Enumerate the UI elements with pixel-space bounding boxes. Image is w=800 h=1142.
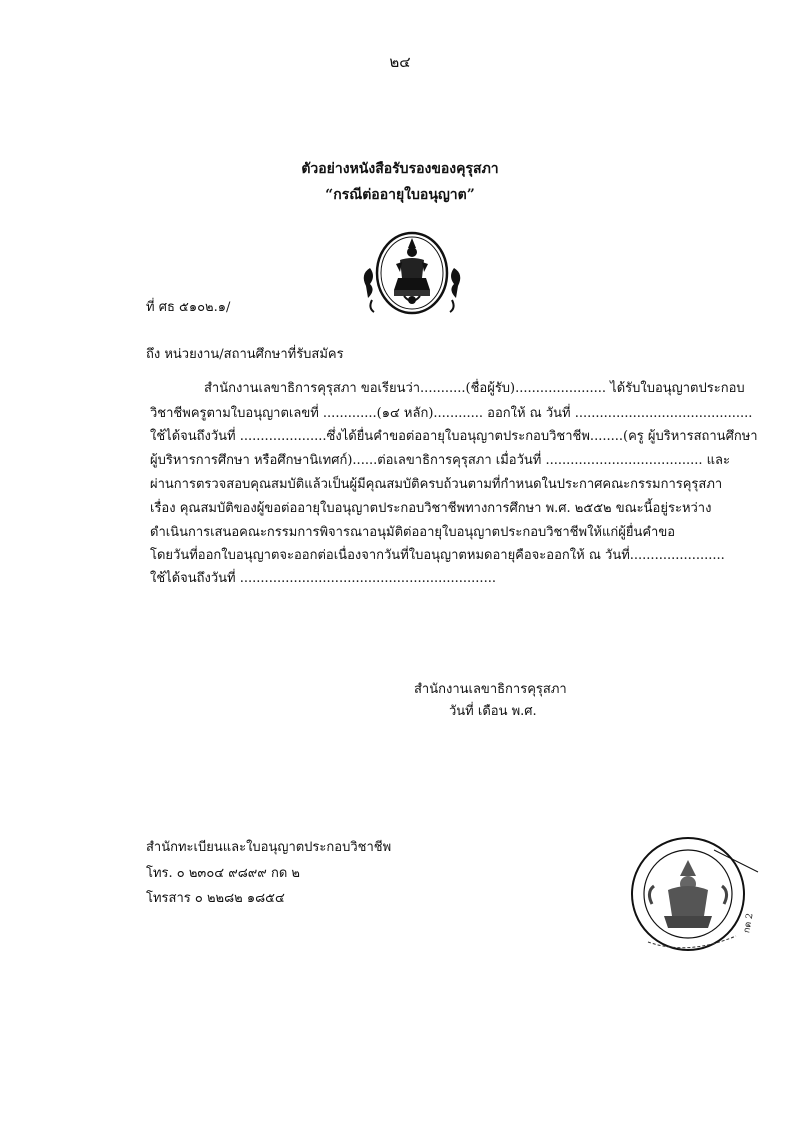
stamp-label: กด 2 (742, 912, 756, 934)
footer-department: สำนักทะเบียนและใบอนุญาตประกอบวิชาชีพ (146, 840, 392, 855)
body-line-2: วิชาชีพครูตามใบอนุญาตเลขที่ .............(๑๔ หลัก)............ ออกให้ ณ วันที่ ........................................... (150, 406, 753, 421)
addressee: ถึง หน่วยงาน/สถานศึกษาที่รับสมัคร (146, 347, 344, 362)
page-number: ๒๔ (389, 53, 411, 71)
office-stamp (618, 832, 762, 960)
signature-date: วันที่ เดือน พ.ศ. (449, 704, 537, 719)
body-line-3: ใช้ได้จนถึงวันที่ .....................ซึ่งได้ยื่นคำขอต่ออายุใบอนุญาตประกอบวิชาชีพ........(ครู ผู้บริหารสถานศึกษา (150, 429, 758, 444)
footer-phone: โทร. ๐ ๒๓๐๔ ๙๘๙๙ กด ๒ (146, 866, 300, 881)
body-line-1: สำนักงานเลขาธิการคุรุสภา ขอเรียนว่า...........(ชื่อผู้รับ)...................... ได้รับใบอนุญาตประกอบ (204, 381, 745, 396)
document-subtitle: “กรณีต่ออายุใบอนุญาต” (325, 187, 475, 203)
teachers-council-seal-icon (360, 228, 464, 318)
body-line-5: ผ่านการตรวจสอบคุณสมบัติแล้วเป็นผู้มีคุณสมบัติครบถ้วนตามที่กำหนดในประกาศคณะกรรมการคุรุสภา (150, 477, 723, 492)
body-line-9: ใช้ได้จนถึงวันที่ .............................................................. (150, 571, 496, 586)
body-line-4: ผู้บริหารการศึกษา หรือศึกษานิเทศก์)......ต่อเลขาธิการคุรุสภา เมื่อวันที่ ...................................... และ (150, 453, 730, 468)
body-line-7: ดำเนินการเสนอคณะกรรมการพิจารณาอนุมัติต่ออายุใบอนุญาตประกอบวิชาชีพให้แก่ผู้ยื่นคำขอ (150, 525, 676, 540)
body-line-8: โดยวันที่ออกใบอนุญาตจะออกต่อเนื่องจากวันที่ใบอนุญาตหมดอายุคือจะออกให้ ณ วันที่....................... (150, 548, 725, 563)
document-title: ตัวอย่างหนังสือรับรองของคุรุสภา (301, 161, 499, 177)
footer-fax: โทรสาร ๐ ๒๒๘๒ ๑๘๕๔ (146, 891, 285, 906)
signature-office: สำนักงานเลขาธิการคุรุสภา (414, 682, 567, 697)
reference-number: ที่ ศธ ๕๑๐๒.๑/ (146, 300, 231, 315)
body-line-6: เรื่อง คุณสมบัติของผู้ขอต่ออายุใบอนุญาตประกอบวิชาชีพทางการศึกษา พ.ศ. ๒๕๕๒ ขณะนี้อยู่ระหว่าง (150, 501, 712, 516)
